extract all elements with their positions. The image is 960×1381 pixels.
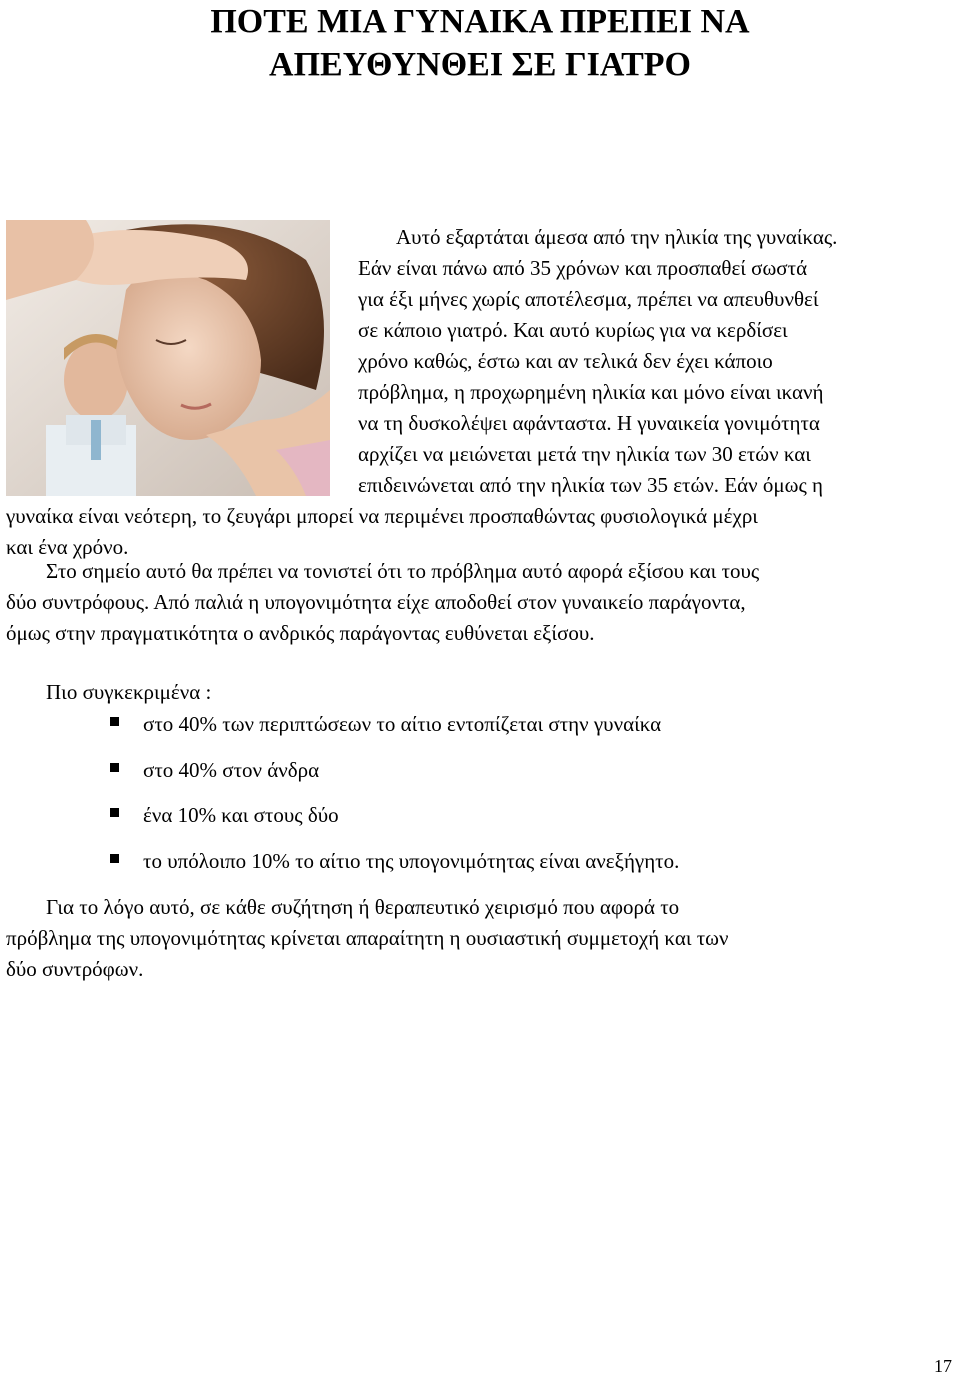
text-line: χρόνο καθώς, έστω και αν τελικά δεν έχει κάποιο <box>358 349 773 373</box>
square-bullet-icon <box>110 717 119 726</box>
text-line: για έξι μήνες χωρίς αποτέλεσμα, πρέπει να απευθυνθεί <box>358 287 819 311</box>
title-line: ΠΟΤΕ ΜΙΑ ΓΥΝΑΙΚΑ ΠΡΕΠΕΙ ΝΑ <box>210 3 750 40</box>
list-intro <box>6 677 956 708</box>
square-bullet-icon <box>110 808 119 817</box>
text-line: όμως στην πραγματικότητα ο ανδρικός παράγοντας ευθύνεται εξίσου. <box>6 621 595 645</box>
intro-paragraph <box>6 222 956 563</box>
text-line: δύο συντρόφους. Από παλιά η υπογονιμότητα είχε αποδοθεί στον γυναικείο παράγοντα, <box>6 590 746 614</box>
text-line: Στο σημείο αυτό θα πρέπει να τονιστεί ότι το πρόβλημα αυτό αφορά εξίσου και τους <box>46 559 760 583</box>
list-item-text: στο 40% των περιπτώσεων το αίτιο εντοπίζεται στην γυναίκα <box>143 712 662 736</box>
list-item-text: το υπόλοιπο 10% το αίτιο της υπογονιμότητας είναι ανεξήγητο. <box>143 849 680 873</box>
text-line: σε κάποιο γιατρό. Και αυτό κυρίως για να κερδίσει <box>358 318 788 342</box>
text-line: και ένα χρόνο. <box>6 535 129 559</box>
list-item-text: ένα 10% και στους δύο <box>143 803 339 827</box>
square-bullet-icon <box>110 763 119 772</box>
text-line: πρόβλημα της υπογονιμότητας κρίνεται απαραίτητη η ουσιαστική συμμετοχή και των <box>6 926 729 950</box>
square-bullet-icon <box>110 854 119 863</box>
title-line: ΑΠΕΥΘΥΝΘΕΙ ΣΕ ΓΙΑΤΡΟ <box>269 46 691 83</box>
text-line: να τη δυσκολέψει αφάνταστα. Η γυναικεία γονιμότητα <box>358 411 820 435</box>
text-line: δύο συντρόφων. <box>6 957 144 981</box>
text-line: Εάν είναι πάνω από 35 χρόνων και προσπαθεί σωστά <box>358 256 808 280</box>
second-paragraph <box>6 556 956 649</box>
text-line: Πιο συγκεκριμένα : <box>46 680 212 704</box>
conclusion-paragraph <box>6 892 956 985</box>
text-line: αρχίζει να μειώνεται μετά την ηλικία των 30 ετών και <box>358 442 811 466</box>
page-title <box>0 0 960 86</box>
page-number: 17 <box>934 1356 952 1376</box>
text-line: πρόβλημα, η προχωρημένη ηλικία και μόνο είναι ικανή <box>358 380 824 404</box>
text-line: Αυτό εξαρτάται άμεσα από την ηλικία της γυναίκας. <box>396 225 838 249</box>
text-line: γυναίκα είναι νεότερη, το ζευγάρι μπορεί να περιμένει προσπαθώντας φυσιολογικά μέχρι <box>6 504 758 528</box>
list-item-text: στο 40% στον άνδρα <box>143 758 320 782</box>
text-line: επιδεινώνεται από την ηλικία των 35 ετών. Εάν όμως η <box>358 473 824 497</box>
text-line: Για το λόγο αυτό, σε κάθε συζήτηση ή θεραπευτικό χειρισμό που αφορά το <box>46 895 680 919</box>
